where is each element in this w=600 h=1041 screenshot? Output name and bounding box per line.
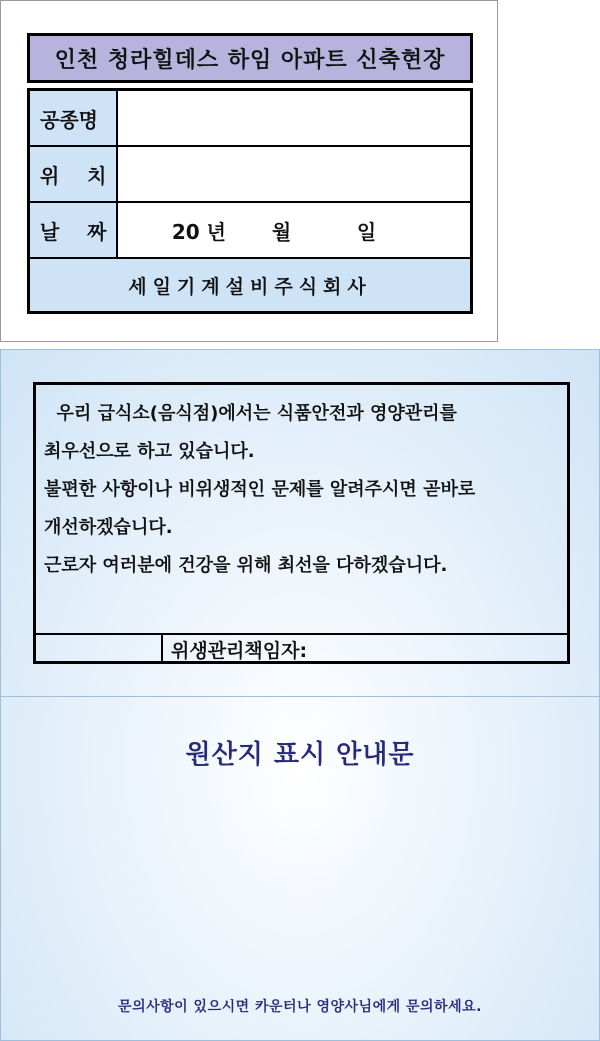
label-date: 날 짜 <box>30 203 118 257</box>
signature-row <box>36 633 567 663</box>
notice-line: 불편한 사항이나 비위생적인 문제를 알려주시면 곧바로 <box>44 479 476 500</box>
date-day: 일 <box>356 219 377 244</box>
site-info-form <box>27 88 473 314</box>
notice-box <box>33 382 570 664</box>
date-year: 20 년 <box>171 219 226 244</box>
hygiene-manager-label: 위생관리책임자: <box>171 639 308 662</box>
inquiry-text: 문의사항이 있으시면 카운터나 영양사님에게 문의하세요. <box>118 999 482 1015</box>
notice-line: 근로자 여러분에 건강을 위해 최선을 다하겠습니다. <box>44 555 448 576</box>
site-sign <box>0 0 498 342</box>
label-work-type: 공종명 <box>30 91 118 145</box>
site-title: 인천 청라힐데스 하임 아파트 신축현장 <box>27 33 473 83</box>
fold-divider <box>1 696 599 697</box>
notice-text <box>44 395 561 633</box>
label-location: 위 치 <box>30 147 118 201</box>
row-location <box>30 147 470 203</box>
signature-blank-cell <box>36 635 163 663</box>
row-date <box>30 203 470 259</box>
value-work-type <box>118 91 470 145</box>
row-work-type <box>30 91 470 147</box>
origin-notice-title: 원산지 표시 안내문 <box>185 740 415 770</box>
hygiene-panel <box>0 349 600 1041</box>
notice-line: 최우선으로 하고 있습니다. <box>44 441 255 462</box>
notice-line: 개선하겠습니다. <box>44 517 173 538</box>
date-month: 월 <box>271 219 292 244</box>
value-location <box>118 147 470 201</box>
notice-line: 우리 급식소(음식점)에서는 식품안전과 영양관리를 <box>44 403 457 424</box>
company-name: 세일기계설비주식회사 <box>30 259 470 311</box>
value-date <box>118 203 470 257</box>
